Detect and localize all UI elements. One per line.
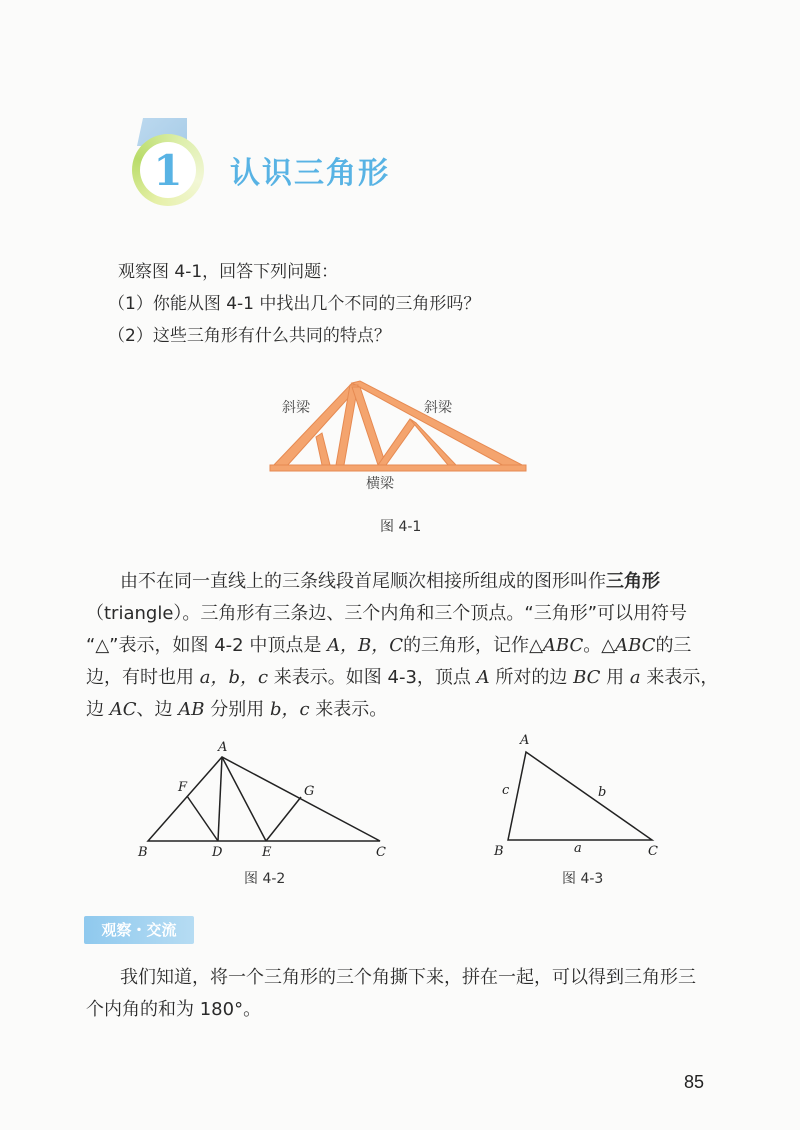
math-side: AB: [178, 699, 205, 720]
definition-line-2: （triangle）。三角形有三条边、三个内角和三个顶点。“三角形”可以用符号: [86, 603, 688, 624]
question-1: （1）你能从图 4-1 中找出几个不同的三角形吗？: [108, 294, 481, 314]
figure-4-1-caption: 图 4-1: [380, 519, 422, 535]
side-c: c: [502, 783, 510, 798]
text-run: 所对的边: [489, 667, 574, 688]
observe-line-1: [120, 962, 696, 994]
definition-line-3: [86, 630, 726, 662]
text-run: 、边: [136, 699, 179, 720]
text-run: 来表示。: [309, 699, 388, 720]
math-triangle: △ABC: [529, 635, 584, 656]
text-run: 。: [583, 635, 602, 656]
definition-line-4: [86, 662, 726, 694]
figure-4-3-caption: 图 4-3: [562, 871, 604, 887]
math-side-name: a: [629, 667, 641, 688]
text-run: 来表示，: [640, 667, 719, 688]
section-title: 认识三角形: [230, 156, 390, 191]
math-side-names: b，c: [269, 699, 310, 720]
text-run: 的三: [655, 635, 692, 656]
observe-text-2: 个内角的和为 180°。: [86, 999, 262, 1020]
label-cross-beam: 横梁: [366, 476, 394, 492]
point-A: A: [218, 740, 228, 755]
math-side: BC: [573, 667, 601, 688]
math-side: AC: [109, 699, 137, 720]
side-b: b: [598, 785, 607, 800]
text-run: 用: [600, 667, 630, 688]
figure-4-2: [130, 735, 400, 865]
side-a: a: [574, 841, 582, 856]
term-triangle: 三角形: [606, 571, 660, 592]
definition-paragraph: [86, 566, 726, 726]
observe-line-2: [86, 994, 261, 1026]
point-F: F: [178, 780, 188, 795]
observe-tag-label: 观察・交流: [101, 921, 177, 939]
question-2: （2）这些三角形有什么共同的特点？: [108, 326, 391, 346]
point-G: G: [304, 784, 315, 799]
vertex-C: C: [648, 844, 658, 859]
point-D: D: [212, 845, 223, 860]
section-number: 1: [153, 145, 183, 195]
vertex-B: B: [494, 844, 504, 859]
point-E: E: [262, 845, 272, 860]
page-number: 85: [684, 1072, 705, 1092]
text-run: “△”表示，如图 4-2 中顶点是: [86, 635, 328, 656]
text-run: 的三角形，记作: [403, 635, 530, 656]
math-sides: a，b，c: [199, 667, 269, 688]
text-run: 来表示。如图 4-3，顶点: [268, 667, 477, 688]
figure-4-1-roof-truss: [260, 375, 540, 505]
text-run: 分别用: [204, 699, 270, 720]
definition-line-1: [86, 566, 726, 598]
point-B: B: [138, 845, 148, 860]
figure-4-3: [480, 728, 670, 863]
text-run: 边，有时也用: [86, 667, 200, 688]
text-run: 由不在同一直线上的三条线段首尾顺次相接所组成的图形叫作: [120, 571, 606, 592]
intro-line: 观察图 4-1，回答下列问题：: [118, 262, 339, 282]
vertex-A: A: [520, 733, 530, 748]
figure-4-2-caption: 图 4-2: [244, 871, 286, 887]
text-run: 边: [86, 699, 110, 720]
definition-line-5: [86, 694, 726, 726]
math-vertex: A: [476, 667, 490, 688]
label-slant-beam-right: 斜梁: [424, 400, 452, 416]
point-C: C: [376, 845, 386, 860]
observe-text-1: 我们知道，将一个三角形的三个角撕下来，拼在一起，可以得到三角形三: [120, 967, 696, 988]
math-vertices: A，B，C: [327, 635, 404, 656]
label-slant-beam-left: 斜梁: [282, 400, 310, 416]
math-triangle: △ABC: [601, 635, 656, 656]
